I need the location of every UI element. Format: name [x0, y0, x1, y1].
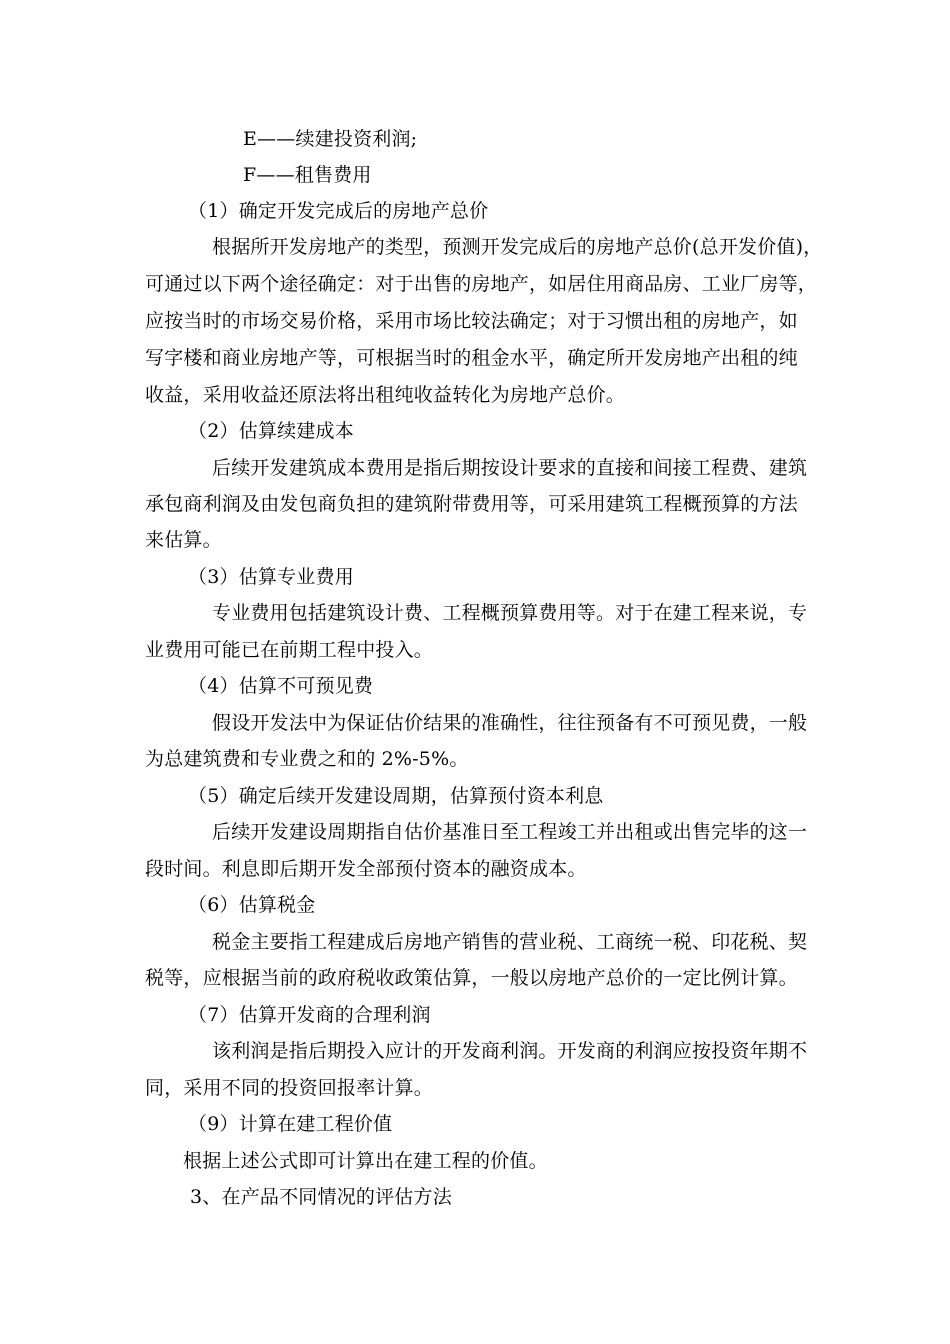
- paragraph-2-line-3: 来估算。: [145, 529, 222, 551]
- formula-var-e: E——续建投资利润;: [243, 128, 418, 150]
- paragraph-3-line-2: 业费用可能已在前期工程中投入。: [145, 639, 434, 661]
- paragraph-1-line-4: 写字楼和商业房地产等，可根据当时的租金水平，确定所开发房地产出租的纯: [145, 347, 798, 369]
- paragraph-1-line-3: 应按当时的市场交易价格，采用市场比较法确定；对于习惯出租的房地产，如: [145, 310, 798, 332]
- paragraph-2-line-2: 承包商利润及由发包商负担的建筑附带费用等，可采用建筑工程概预算的方法: [145, 493, 798, 515]
- section-heading-7: （7）估算开发商的合理利润: [188, 1004, 431, 1026]
- paragraph-3-line-1: 专业费用包括建筑设计费、工程概预算费用等。对于在建工程来说，专: [212, 602, 808, 624]
- section-heading-6: （6）估算税金: [188, 894, 316, 916]
- paragraph-4-line-2: 为总建筑费和专业费之和的 2%-5%。: [145, 748, 469, 770]
- paragraph-1-line-2: 可通过以下两个途径确定：对于出售的房地产，如居住用商品房、工业厂房等，: [145, 273, 818, 295]
- paragraph-5-line-1: 后续开发建设周期指自估价基准日至工程竣工并出租或出售完毕的这一: [212, 821, 808, 843]
- paragraph-5-line-2: 段时间。利息即后期开发全部预付资本的融资成本。: [145, 858, 587, 880]
- paragraph-4-line-1: 假设开发法中为保证估价结果的准确性，往往预备有不可预见费，一般: [212, 712, 808, 734]
- paragraph-6-line-1: 税金主要指工程建成后房地产销售的营业税、工商统一税、印花税、契: [212, 931, 808, 953]
- section-heading-3-main: 3、在产品不同情况的评估方法: [190, 1186, 452, 1208]
- paragraph-9-line-1: 根据上述公式即可计算出在建工程的价值。: [183, 1150, 548, 1172]
- paragraph-1-line-5: 收益，采用收益还原法将出租纯收益转化为房地产总价。: [145, 384, 626, 406]
- section-heading-1: （1）确定开发完成后的房地产总价: [188, 200, 489, 222]
- paragraph-1-line-1: 根据所开发房地产的类型，预测开发完成后的房地产总价(总开发价值)，: [212, 236, 823, 258]
- paragraph-7-line-2: 同，采用不同的投资回报率计算。: [145, 1077, 434, 1099]
- section-heading-9: （9）计算在建工程价值: [188, 1113, 393, 1135]
- section-heading-3: （3）估算专业费用: [188, 566, 354, 588]
- paragraph-6-line-2: 税等，应根据当前的政府税收政策估算，一般以房地产总价的一定比例计算。: [145, 967, 798, 989]
- section-heading-2: （2）估算续建成本: [188, 420, 354, 442]
- section-heading-5: （5）确定后续开发建设周期，估算预付资本利息: [188, 785, 604, 807]
- section-heading-4: （4）估算不可预见费: [188, 675, 374, 697]
- formula-var-f: F——租售费用: [243, 164, 372, 186]
- paragraph-7-line-1: 该利润是指后期投入应计的开发商利润。开发商的利润应按投资年期不: [212, 1040, 808, 1062]
- paragraph-2-line-1: 后续开发建筑成本费用是指后期按设计要求的直接和间接工程费、建筑: [212, 457, 808, 479]
